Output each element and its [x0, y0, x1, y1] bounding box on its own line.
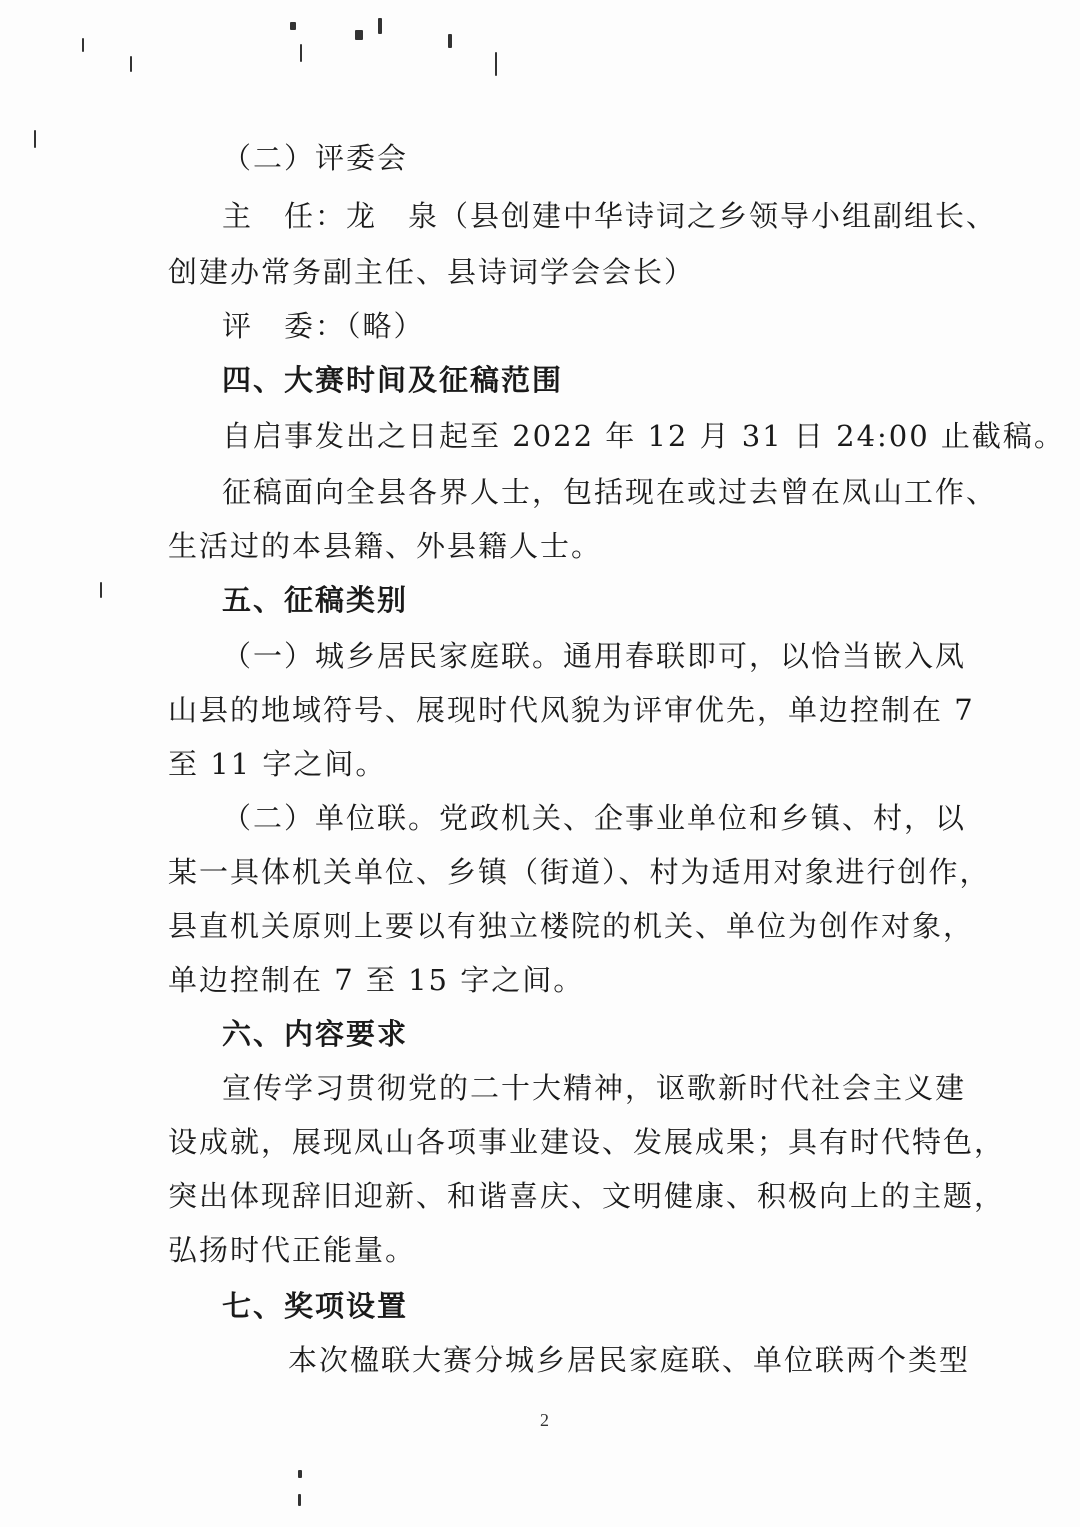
section-heading-6: 六、内容要求	[222, 1017, 409, 1051]
scan-speck	[34, 130, 36, 148]
paragraph-line: 弘扬时代正能量。	[168, 1233, 417, 1267]
paragraph-line: 本次楹联大赛分城乡居民家庭联、单位联两个类型	[288, 1343, 971, 1377]
paragraph-line: 征稿面向全县各界人士，包括现在或过去曾在凤山工作、	[222, 475, 998, 509]
paragraph-line: 生活过的本县籍、外县籍人士。	[168, 529, 603, 563]
scan-speck	[448, 34, 452, 48]
paragraph-line: （二）单位联。党政机关、企事业单位和乡镇、村，以	[222, 801, 967, 835]
scan-speck	[298, 1470, 302, 1478]
section-subheading-committee: （二）评委会	[222, 141, 409, 175]
paragraph-line: 至 11 字之间。	[168, 747, 387, 781]
scan-speck	[290, 22, 296, 30]
paragraph-line: 县直机关原则上要以有独立楼院的机关、单位为创作对象，	[168, 909, 975, 943]
section-heading-7: 七、奖项设置	[222, 1289, 409, 1323]
paragraph-line: 设成就，展现凤山各项事业建设、发展成果；具有时代特色，	[168, 1125, 1006, 1159]
paragraph-line: 自启事发出之日起至 2022 年 12 月 31 日 24:00 止截稿。	[222, 419, 1065, 453]
scan-speck	[82, 38, 84, 52]
paragraph-line: 某一具体机关单位、乡镇（街道）、村为适用对象进行创作，	[168, 855, 991, 889]
scan-speck	[355, 30, 363, 40]
paragraph-line: 突出体现辞旧迎新、和谐喜庆、文明健康、积极向上的主题，	[168, 1179, 1006, 1213]
scan-speck	[495, 52, 497, 76]
committee-judges-line: 评 委：（略）	[222, 309, 425, 343]
committee-director-continued: 创建办常务副主任、县诗词学会会长）	[168, 255, 696, 289]
scan-speck	[378, 18, 382, 34]
scan-speck	[298, 1494, 301, 1506]
scan-speck	[130, 56, 132, 72]
paragraph-line: 单边控制在 7 至 15 字之间。	[168, 963, 585, 997]
paragraph-line: 宣传学习贯彻党的二十大精神，讴歌新时代社会主义建	[222, 1071, 967, 1105]
committee-director-line: 主 任：龙 泉（县创建中华诗词之乡领导小组副组长、	[222, 199, 998, 233]
scan-speck	[300, 44, 302, 62]
page-number: 2	[540, 1410, 549, 1430]
scan-speck	[100, 582, 102, 598]
section-heading-4: 四、大赛时间及征稿范围	[222, 363, 564, 397]
paragraph-line: 山县的地域符号、展现时代风貌为评审优先，单边控制在 7	[168, 693, 975, 727]
paragraph-line: （一）城乡居民家庭联。通用春联即可，以恰当嵌入凤	[222, 639, 967, 673]
section-heading-5: 五、征稿类别	[222, 583, 409, 617]
